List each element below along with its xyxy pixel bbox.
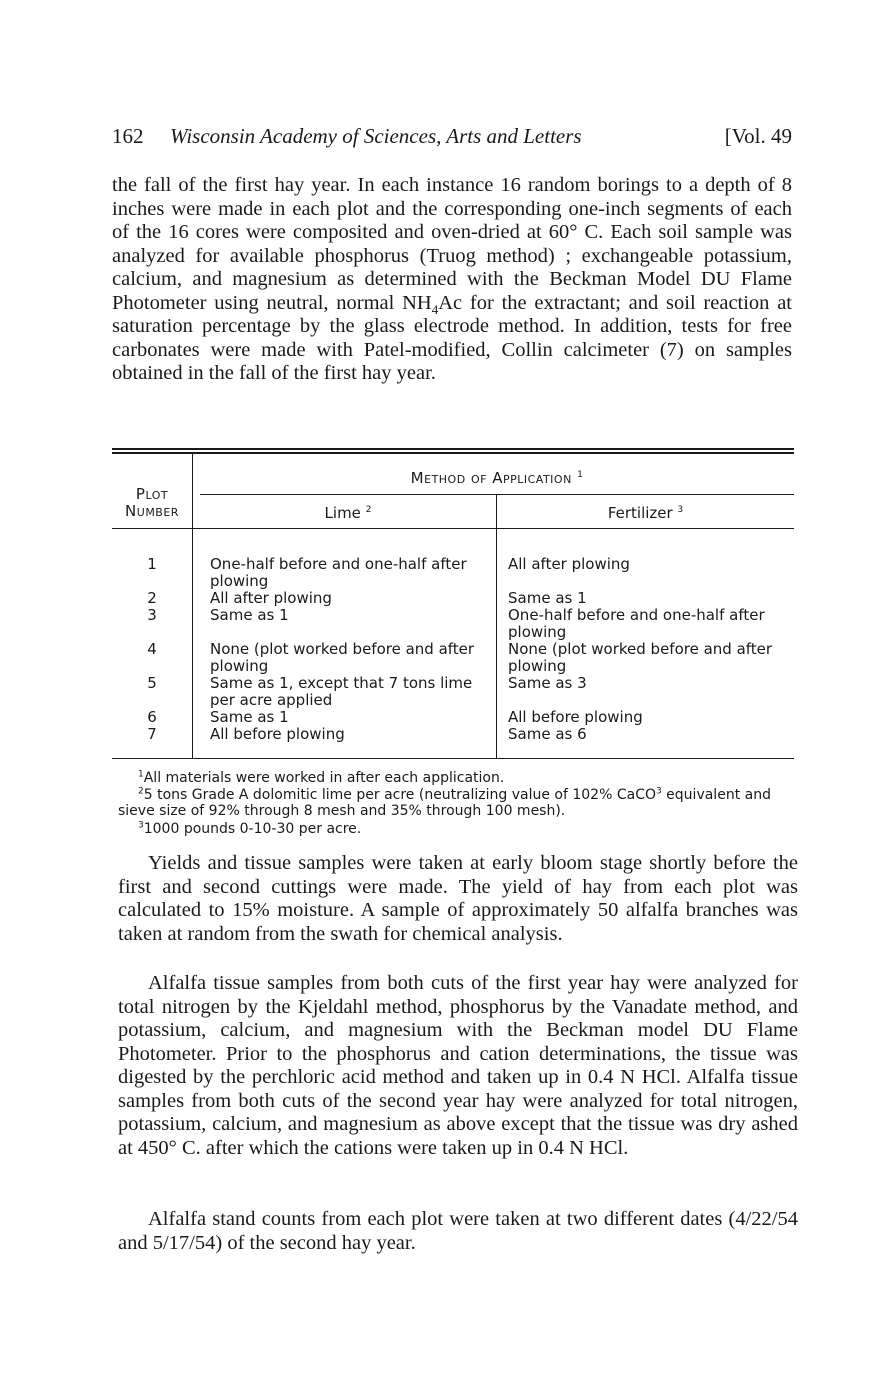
table-row-5-fert: Same as 3: [508, 674, 587, 692]
table-row-4-plot: 4: [147, 640, 157, 658]
table-row-2-lime: All after plowing: [210, 589, 332, 607]
paragraph-tissue-analysis: Alfalfa tissue samples from both cuts of the first year hay were analyzed for total nitrogen by the Kjeldahl method, phosphorus by the Vanadate method, and potassium, calcium, and magnesium with the Beckman model DU Flame Photometer. Prior to the phosphorus and cation determinations, the tissue was digested by the perchloric acid method and taken up in 0.4 N HCl. Alfalfa tissue samples from both cuts of the second year hay were analyzed for total nitrogen, potassium, calcium, and magnesium as above except that the tissue was dry ashed at 450° C. after which the cations were taken up in 0.4 N HCl.: [118, 972, 798, 1159]
method-header: Method of Application $^1$: [410, 469, 584, 487]
table-row-2-plot: 2: [147, 589, 157, 607]
paragraph-yields: Yields and tissue samples were taken at early bloom stage shortly before the first and second cuttings were made. The yield of hay from each plot was calculated to 15% moisture. A sample of approximately 50 alfalfa branches was taken at random from the swath for chemical analysis.: [118, 852, 798, 945]
table-row-1-plot: 1: [147, 555, 157, 573]
table-row-4-fert: None (plot worked before and after plowing: [508, 640, 773, 675]
page-number: 162: [112, 124, 144, 148]
table-row-6-fert: All before plowing: [508, 708, 643, 726]
table-row-7-lime: All before plowing: [210, 725, 345, 743]
table-row-5-lime: Same as 1, except that 7 tons lime per acre applied: [210, 674, 473, 709]
table-row-5-plot: 5: [147, 674, 157, 692]
table-top-rule: [112, 448, 794, 450]
footnote-1: $^1$All materials were worked in after each application.: [138, 769, 505, 786]
table-vline-2: [496, 494, 497, 758]
table-row-6-lime: Same as 1: [210, 708, 289, 726]
table-row-7-fert: Same as 6: [508, 725, 587, 743]
table-row-3-fert: One-half before and one-half after plowing: [508, 606, 765, 641]
table-bottom-rule: [112, 758, 794, 759]
plot-number-header: Plot Number: [125, 485, 179, 520]
table-row-6-plot: 6: [147, 708, 157, 726]
table-row-4-lime: None (plot worked before and after plowing: [210, 640, 475, 675]
table-subheader-rule: [200, 494, 794, 495]
table-vline-1: [192, 453, 193, 758]
lime-header: Lime $^2$: [324, 504, 372, 522]
table-row-1-lime: One-half before and one-half after plowing: [210, 555, 467, 590]
volume-label: [Vol. 49: [724, 124, 792, 148]
table-row-1-fert: All after plowing: [508, 555, 630, 573]
table-row-7-plot: 7: [147, 725, 157, 743]
table-header-rule: [112, 528, 794, 529]
journal-title: Wisconsin Academy of Sciences, Arts and Letters: [170, 124, 582, 148]
table-row-2-fert: Same as 1: [508, 589, 587, 607]
footnote-3: $^3$1000 pounds 0-10-30 per acre.: [138, 820, 362, 837]
footnote-2: $^2$5 tons Grade A dolomitic lime per acre (neutralizing value of 102% CaCO$^3$ equivalent and sieve size of 92% through 8 mesh and 35% through 100 mesh).: [118, 786, 771, 819]
application-method-table: [112, 448, 794, 768]
paragraph-stand-counts: Alfalfa stand counts from each plot were taken at two different dates (4/22/54 and 5/17/54) of the second hay year.: [118, 1208, 798, 1254]
paragraph-soil-sampling: the fall of the first hay year. In each instance 16 random borings to a depth of 8 inches were made in each plot and the corresponding one-inch segments of each of the 16 cores were composited and oven-dried at 60° C. Each soil sample was analyzed for available phosphorus (Truog method) ; exchangeable potassium, calcium, and magnesium as determined with the Beckman Model DU Flame Photometer using neutral, normal $NH_4Ac$ for the extractant; and soil reaction at saturation percentage by the glass electrode method. In addition, tests for free carbonates were made with Patel-modified, Collin calcimeter (7) on samples obtained in the fall of the first hay year.: [112, 174, 792, 384]
table-row-3-lime: Same as 1: [210, 606, 289, 624]
fertilizer-header: Fertilizer $^3$: [607, 504, 684, 522]
table-top-rule-2: [112, 452, 794, 454]
table-row-3-plot: 3: [147, 606, 157, 624]
